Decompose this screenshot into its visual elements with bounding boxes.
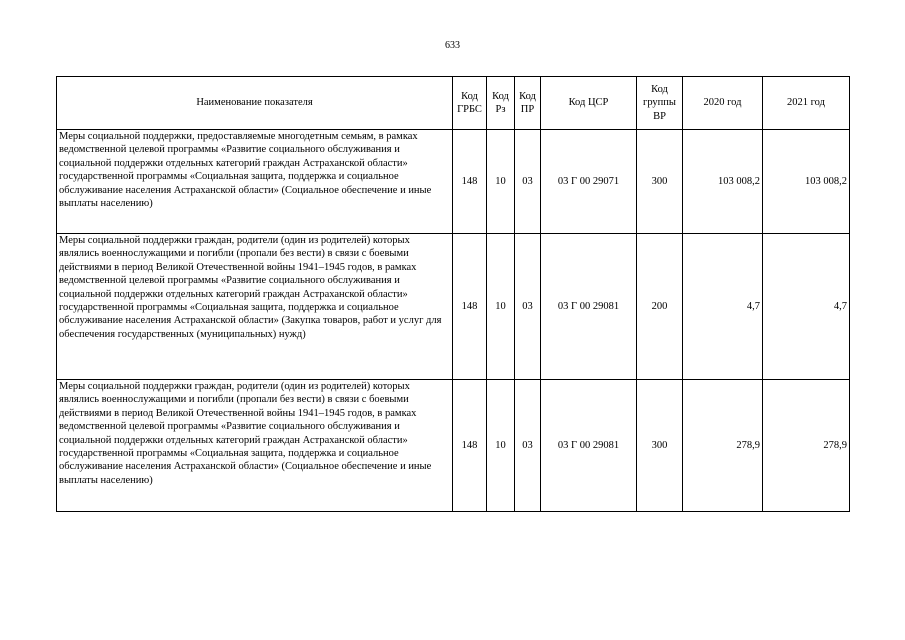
cell-name: Меры социальной поддержки, предоставляемые многодетным семьям, в рамках ведомственной целевой программы «Развитие социального обслуживания и социальной поддержки отдельных категорий граждан Астраханской области» государственной программы «Социальная защита, поддержка и социальное обслуживание населения Астраханской области» (Социальное обеспечение и иные выплаты населению) xyxy=(57,130,453,234)
table-row xyxy=(57,130,850,234)
cell-year-2021: 278,9 xyxy=(763,380,850,512)
cell-vr: 300 xyxy=(637,380,683,512)
cell-vr: 300 xyxy=(637,130,683,234)
table-row xyxy=(57,234,850,380)
budget-table xyxy=(56,76,850,512)
cell-csr: 03 Г 00 29071 xyxy=(541,130,637,234)
cell-pr: 03 xyxy=(515,130,541,234)
cell-year-2020: 103 008,2 xyxy=(683,130,763,234)
cell-year-2020: 4,7 xyxy=(683,234,763,380)
cell-grbs: 148 xyxy=(453,380,487,512)
cell-grbs: 148 xyxy=(453,130,487,234)
cell-grbs: 148 xyxy=(453,234,487,380)
cell-name: Меры социальной поддержки граждан, родители (один из родителей) которых являлись военнослужащими и погибли (пропали без вести) в связи с боевыми действиями в период Великой Отечественной войны 1941–1945 годов, в рамках ведомственной целевой программы «Развитие социального обслуживания и социальной поддержки отдельных категорий граждан Астраханской области» государственной программы «Социальная защита, поддержка и социальное обслуживание населения Астраханской области» (Социальное обеспечение и иные выплаты населению) xyxy=(57,380,453,512)
header-pr: Код ПР xyxy=(515,77,541,130)
header-grbs: Код ГРБС xyxy=(453,77,487,130)
cell-pr: 03 xyxy=(515,234,541,380)
cell-year-2021: 103 008,2 xyxy=(763,130,850,234)
table-header-row xyxy=(57,77,850,130)
cell-pr: 03 xyxy=(515,380,541,512)
cell-vr: 200 xyxy=(637,234,683,380)
cell-name: Меры социальной поддержки граждан, родители (один из родителей) которых являлись военнослужащими и погибли (пропали без вести) в связи с боевыми действиями в период Великой Отечественной войны 1941–1945 годов, в рамках ведомственной целевой программы «Развитие социального обслуживания и социальной поддержки отдельных категорий граждан Астраханской области» государственной программы «Социальная защита, поддержка и социальное обслуживание населения Астраханской области» (Закупка товаров, работ и услуг для обеспечения государственных (муниципальных) нужд) xyxy=(57,234,453,380)
header-name: Наименование показателя xyxy=(57,77,453,130)
header-rz: Код Рз xyxy=(487,77,515,130)
header-csr: Код ЦСР xyxy=(541,77,637,130)
cell-year-2020: 278,9 xyxy=(683,380,763,512)
table-row xyxy=(57,380,850,512)
cell-rz: 10 xyxy=(487,380,515,512)
cell-csr: 03 Г 00 29081 xyxy=(541,234,637,380)
cell-year-2021: 4,7 xyxy=(763,234,850,380)
cell-csr: 03 Г 00 29081 xyxy=(541,380,637,512)
cell-rz: 10 xyxy=(487,130,515,234)
header-year-2020: 2020 год xyxy=(683,77,763,130)
header-vr: Код группы ВР xyxy=(637,77,683,130)
page-number: 633 xyxy=(445,40,460,51)
header-year-2021: 2021 год xyxy=(763,77,850,130)
cell-rz: 10 xyxy=(487,234,515,380)
